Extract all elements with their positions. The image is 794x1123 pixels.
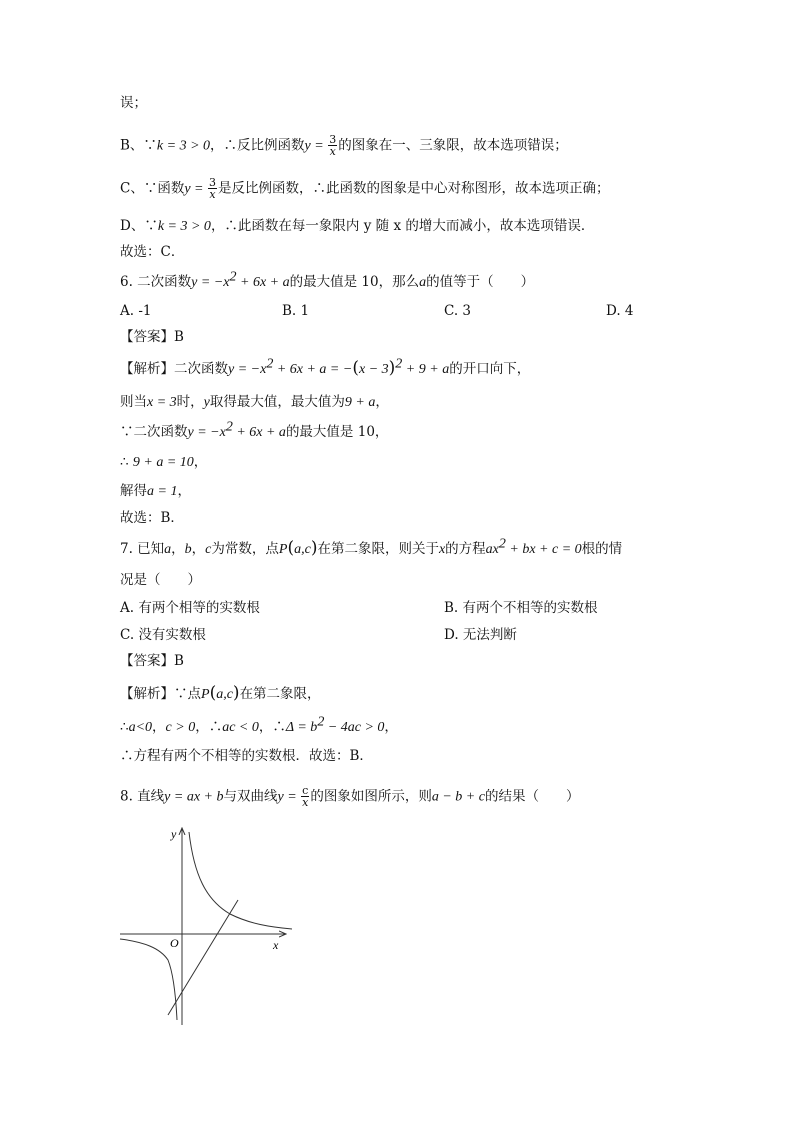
option-b: B. 1 (282, 303, 310, 319)
solution-line: 【解析】∵点P(a,c)在第二象限， (120, 683, 321, 703)
fraction: $\frac{3}{x}$ (209, 176, 217, 201)
solution-line: 【解析】二次函数$y = -x^2 + 6x + a = -(x - 3)^2 + 9 + a$的开口向下， (120, 356, 531, 378)
solution-line: ∴a<0，c > 0，∴ac < 0，∴Δ = $b^2 - 4ac > 0$， (120, 714, 398, 735)
question-7: 7. 已知a，b，c为常数，点P(a,c)在第二象限，则关于x的方程$ax^2$ + bx + c = 0根的情 (120, 536, 623, 558)
question-6: 6. 二次函数$y = -x^2 + 6x + a$的最大值是 10，那么a的值等于（ ） (120, 269, 535, 290)
text-line: D、∵k = 3 > 0，∴此函数在每一象限内 y 随 x 的增大而减小，故本选项错误． (120, 218, 595, 234)
solution-line: 故选：B． (120, 510, 184, 526)
x-axis-label: x (273, 938, 279, 952)
option-b: B. 有两个不相等的实数根 (444, 600, 598, 616)
option-a: A. -1 (120, 303, 152, 319)
line-graph (168, 900, 238, 1015)
solution-line: ∴方程有两个不相等的实数根．故选：B． (120, 748, 373, 764)
option-c: C. 3 (444, 303, 472, 319)
fraction: $\frac{c}{x}$ (302, 784, 309, 809)
option-d: D. 无法判断 (444, 627, 517, 643)
hyperbola-branch-3 (120, 939, 177, 1020)
hyperbola-branch-1 (189, 832, 292, 929)
answer-label: 【答案】B (120, 653, 184, 669)
origin-label: O (170, 936, 179, 950)
fraction: $\frac{3}{x}$ (329, 133, 337, 158)
text-line: B、∵k = 3 > 0，∴反比例函数y = $\frac{3}{x}$ 的图象在一、三象限，故本选项错误； (120, 133, 568, 158)
solution-line: 则当x = 3时，y取得最大值，最大值为9 + a， (120, 394, 389, 410)
y-axis-label: y (171, 827, 177, 841)
question-8: 8. 直线y = ax + b与双曲线y = $\frac{c}{x}$ 的图象如图所示，则a − b + c的结果（ ） (120, 784, 580, 809)
answer-label: 【答案】B (120, 329, 184, 345)
solution-line: ∵二次函数$y = -x^2 + 6x + a$的最大值是 10， (120, 419, 389, 440)
text-line: C、∵函数y = $\frac{3}{x}$ 是反比例函数，∴此函数的图象是中心对称图形，故本选项正确； (120, 176, 610, 201)
solution-line: ∴ 9 + a = 10， (120, 454, 208, 470)
option-a: A. 有两个相等的实数根 (120, 600, 260, 616)
question-7-cont: 况是（ ） (120, 572, 201, 588)
text-line: 误； (120, 95, 147, 111)
function-graph (110, 820, 310, 1030)
solution-line: 解得a = 1， (120, 483, 191, 499)
text-line: 故选：C． (120, 244, 185, 260)
option-d: D. 4 (606, 303, 634, 319)
option-c: C. 没有实数根 (120, 627, 206, 643)
